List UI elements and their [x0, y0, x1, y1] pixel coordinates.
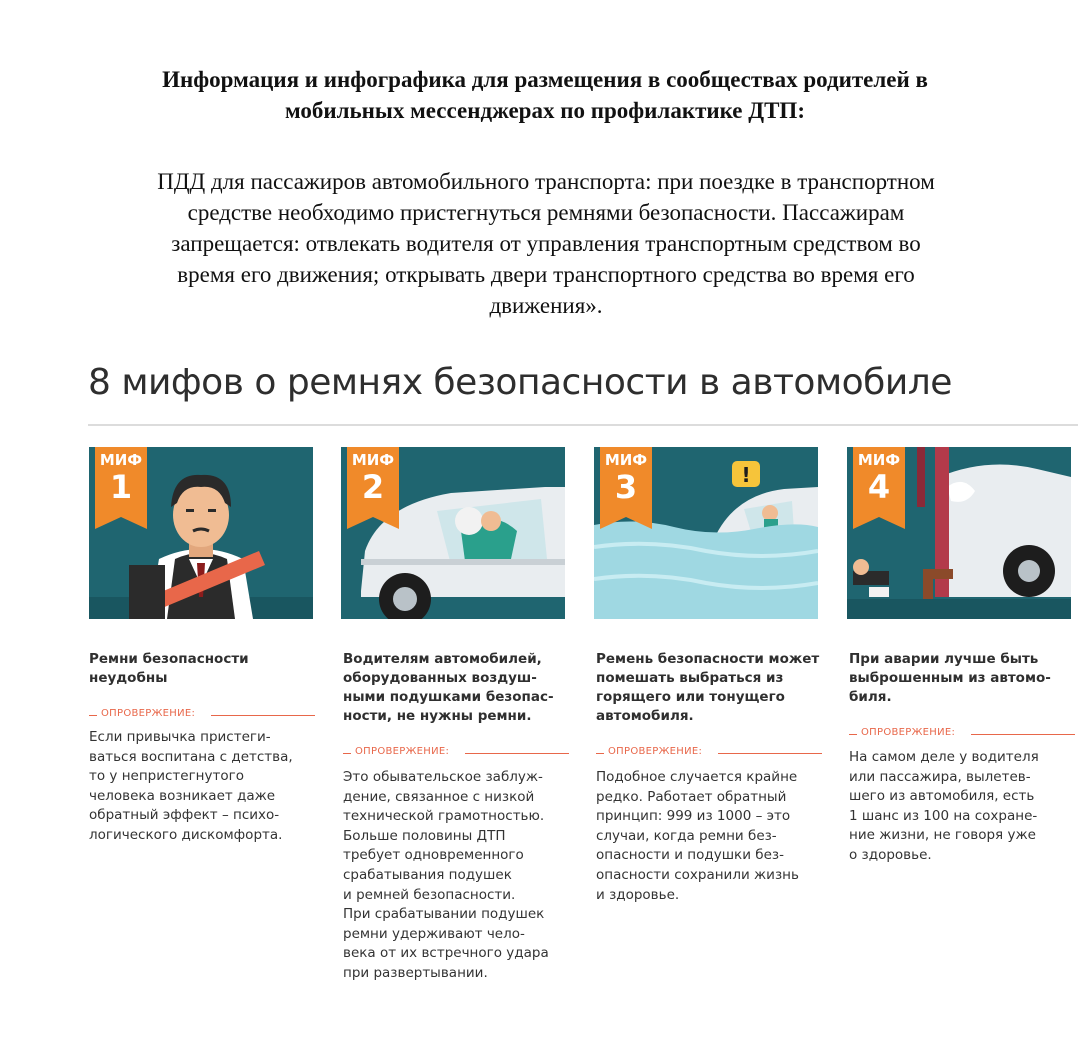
myth-2-answer	[343, 768, 571, 984]
badge-label: МИФ	[857, 451, 901, 469]
badge-number: 2	[361, 468, 385, 506]
badge-label: МИФ	[351, 451, 395, 469]
myth-3-answer	[596, 768, 824, 905]
refutation-label: ОПРОВЕРЖЕНИЕ:	[861, 727, 956, 738]
myth-4-illustration	[847, 447, 1071, 619]
statement-line: При аварии лучше быть	[849, 651, 1039, 667]
answer-line: ремни удерживают чело-	[343, 925, 525, 942]
myth-3-refutation-label	[596, 745, 822, 761]
badge-number: 4	[867, 468, 891, 506]
answer-line: или пассажира, вылетев-	[849, 768, 1031, 785]
myth-badge	[95, 447, 147, 517]
statement-line: Ремни безопасности	[89, 651, 249, 667]
answer-line: дение, связанное с низкой	[343, 788, 535, 805]
svg-text:!: !	[741, 463, 751, 487]
answer-line: и ремней безопасности.	[343, 886, 516, 903]
answer-line: Это обывательское заблуж-	[343, 769, 543, 785]
myth-1-refutation-label	[89, 707, 315, 723]
answer-line: при развертывании.	[343, 964, 488, 981]
myth-1-statement	[89, 650, 317, 688]
heading-line: Информация и инфографика для размещения в сообществах родителей в	[162, 67, 928, 92]
refutation-label: ОПРОВЕРЖЕНИЕ:	[608, 746, 703, 757]
myth-4-statement	[849, 650, 1077, 707]
myth-4-refutation-label	[849, 726, 1075, 742]
myth-2-illustration	[341, 447, 565, 619]
answer-line: На самом деле у водителя	[849, 749, 1039, 765]
statement-line: помешать выбраться из	[596, 670, 784, 686]
statement-line: выброшенным из автомо-	[849, 670, 1051, 686]
document-paragraph	[70, 166, 1022, 321]
statement-line: оборудованных воздуш-	[343, 670, 537, 686]
answer-line: логического дискомфорта.	[89, 826, 283, 843]
statement-line: Ремень безопасности может	[596, 651, 820, 667]
paragraph-line: средстве необходимо пристегнуться ремнями безопасности. Пассажирам	[187, 200, 905, 225]
answer-line: шего из автомобиля, есть	[849, 788, 1035, 805]
answer-line: века от их встречного удара	[343, 945, 549, 962]
myth-1-answer	[89, 728, 317, 846]
answer-line: При срабатывании подушек	[343, 906, 545, 923]
answer-line: о здоровье.	[849, 846, 932, 863]
infographic-title: 8 мифов о ремнях безопасности в автомобиле	[88, 362, 952, 403]
answer-line: случаи, когда ремни без-	[596, 827, 777, 844]
answer-line: и здоровье.	[596, 886, 680, 903]
myth-3-statement	[596, 650, 824, 726]
myth-4-answer	[849, 748, 1077, 866]
answer-line: требует одновременного	[343, 847, 524, 864]
statement-line: автомобиля.	[596, 708, 694, 724]
myth-1-illustration	[89, 447, 313, 619]
statement-line: биля.	[849, 689, 892, 705]
paragraph-line: ПДД для пассажиров автомобильного транспорта: при поездке в транспортном	[157, 169, 935, 194]
answer-line: ваться воспитана с детства,	[89, 748, 293, 765]
badge-label: МИФ	[99, 451, 143, 469]
document-heading	[80, 64, 1010, 126]
statement-line: ными подушками безопас-	[343, 689, 554, 705]
myth-2-refutation-label	[343, 745, 569, 761]
answer-line: опасности сохранили жизнь	[596, 866, 799, 883]
title-divider	[88, 424, 1078, 426]
badge-number: 3	[614, 468, 638, 506]
answer-line: срабатывания подушек	[343, 866, 512, 883]
answer-line: ние жизни, не говоря уже	[849, 827, 1036, 844]
answer-line: Если привычка пристеги-	[89, 729, 271, 745]
answer-line: человека возникает даже	[89, 787, 276, 804]
refutation-label: ОПРОВЕРЖЕНИЕ:	[101, 708, 196, 719]
badge-number: 1	[109, 468, 133, 506]
answer-line: Больше половины ДТП	[343, 827, 506, 844]
answer-line: 1 шанс из 100 на сохране-	[849, 807, 1038, 824]
statement-line: горящего или тонущего	[596, 689, 785, 705]
paragraph-line: запрещается: отвлекать водителя от управления транспортным средством во	[171, 231, 921, 256]
answer-line: принцип: 999 из 1000 – это	[596, 808, 791, 825]
myth-badge	[347, 447, 399, 517]
answer-line: редко. Работает обратный	[596, 788, 787, 805]
answer-line: Подобное случается крайне	[596, 769, 798, 785]
badge-label: МИФ	[604, 451, 648, 469]
refutation-label: ОПРОВЕРЖЕНИЕ:	[355, 746, 450, 757]
myth-badge	[600, 447, 652, 517]
statement-line: ности, не нужны ремни.	[343, 708, 532, 724]
answer-line: то у непристегнутого	[89, 768, 244, 785]
statement-line: Водителям автомобилей,	[343, 651, 542, 667]
myth-2-statement	[343, 650, 571, 726]
heading-line: мобильных мессенджерах по профилактике ДТП:	[285, 98, 805, 123]
paragraph-line: время его движения; открывать двери транспортного средства во время его	[177, 262, 915, 287]
statement-line: неудобны	[89, 670, 168, 686]
myth-badge	[853, 447, 905, 517]
answer-line: технической грамотностью.	[343, 808, 545, 825]
myth-3-illustration	[594, 447, 818, 619]
paragraph-line: движения».	[489, 293, 603, 318]
answer-line: опасности и подушки без-	[596, 847, 784, 864]
answer-line: обратный эффект – психо-	[89, 807, 280, 824]
